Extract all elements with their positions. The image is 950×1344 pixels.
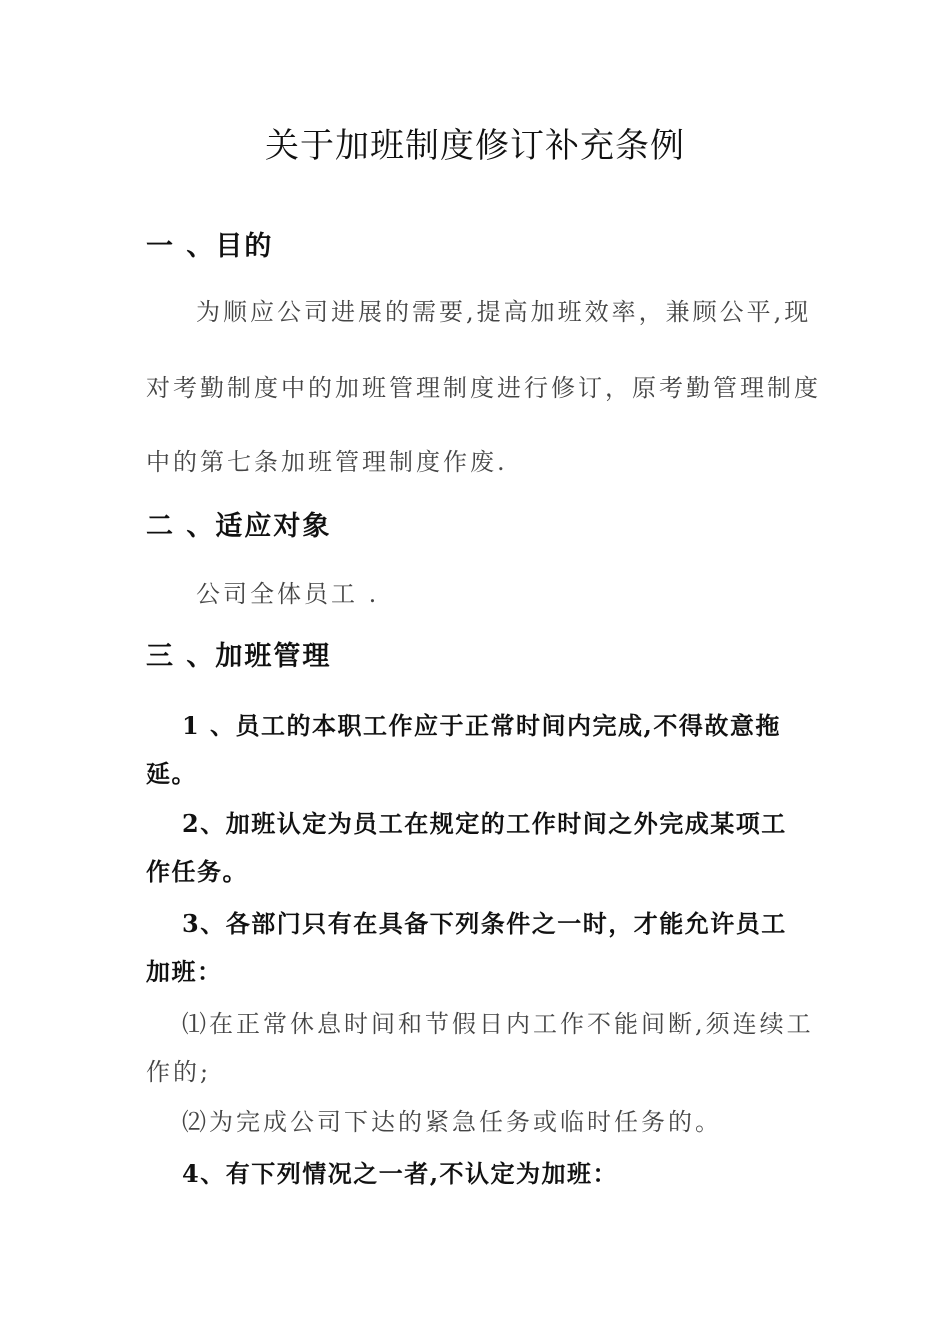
clause-line: 2、加班认定为员工在规定的工作时间之外完成某项工 (182, 809, 787, 838)
clause-line: 3、各部门只有在具备下列条件之一时，才能允许员工 (182, 909, 787, 938)
section-heading-purpose: 一 、目的 (146, 231, 274, 262)
sub-clause-line: ⑵为完成公司下达的紧急任务或临时任务的。 (182, 1108, 722, 1136)
clause-line: 4、有下列情况之一者,不认定为加班： (182, 1159, 619, 1188)
section-heading-scope: 二 、适应对象 (146, 511, 332, 542)
clause-line: 1 、员工的本职工作应于正常时间内完成,不得故意拖 (182, 711, 781, 740)
section-heading-overtime-management: 三 、加班管理 (146, 641, 332, 672)
sub-clause-line: ⑴在正常休息时间和节假日内工作不能间断,须连续工 (182, 1010, 814, 1038)
paragraph-line: 对考勤制度中的加班管理制度进行修订，原考勤管理制度 (146, 374, 821, 402)
document-title: 关于加班制度修订补充条例 (265, 126, 685, 166)
clause-line: 延。 (146, 759, 197, 788)
paragraph-line: 为顺应公司进展的需要,提高加班效率，兼顾公平,现 (196, 298, 812, 326)
clause-line: 加班： (146, 957, 223, 986)
paragraph-line: 中的第七条加班管理制度作废. (146, 448, 508, 476)
sub-clause-line: 作的; (146, 1058, 212, 1086)
paragraph-line: 公司全体员工 . (196, 580, 380, 608)
clause-line: 作任务。 (146, 857, 248, 886)
